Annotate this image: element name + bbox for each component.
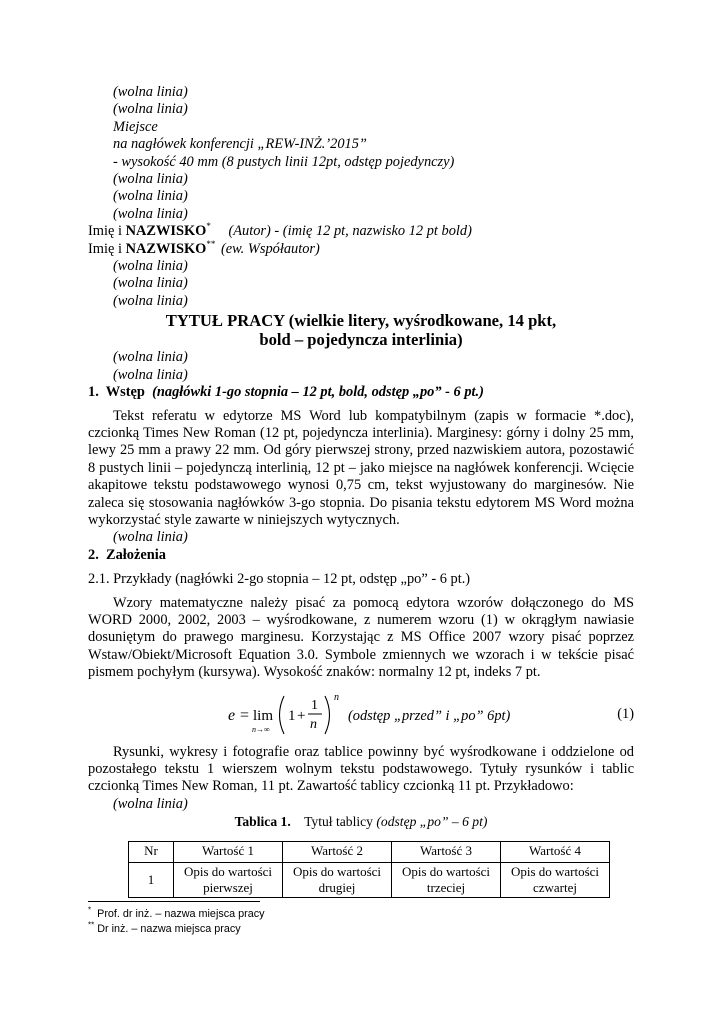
section-number: 2.	[88, 546, 99, 563]
free-line: (wolna linia)	[113, 101, 188, 118]
free-line: (wolna linia)	[113, 275, 188, 292]
table-cell: 1	[129, 862, 174, 897]
header-placeholder	[88, 84, 634, 223]
eq-sign: =	[240, 706, 250, 724]
footnote-text: Dr inż. – nazwa miejsca pracy	[97, 923, 241, 935]
data-table	[128, 841, 610, 898]
eq-exponent: n	[334, 691, 339, 703]
free-line: (wolna linia)	[113, 258, 188, 275]
table-caption	[88, 813, 634, 830]
table-header-cell: Wartość 2	[283, 841, 392, 862]
footnote-1	[88, 905, 265, 921]
footnote-mark: *	[206, 221, 211, 232]
author-first: Imię i	[88, 223, 126, 240]
table-header-cell: Wartość 3	[392, 841, 501, 862]
free-lines-after-title	[88, 349, 634, 384]
author-note: (Autor) - (imię 12 pt, nazwisko 12 pt bold)	[228, 223, 472, 240]
paragraph-formulas: Wzory matematyczne należy pisać za pomocą edytora wzorów dołączonego do MS WORD 2000, 2002, 2003 – wyśrodkowane, z numerem wzoru (1) w okrągłym nawiasie dosuniętym do prawego marginesu. Korzystając z MS Office 2007 wzory pisać poprzez Wstaw/Obiekt/Microsoft Equation 3.0. Symbole zmiennych we wzorach i w tekście pisać pismem pochyłym (kursywa). Wysokość znaków: normalny 12 pt, indeks 7 pt.	[88, 594, 634, 681]
section-title: Wstęp	[105, 384, 145, 401]
author-first: Imię i	[88, 240, 126, 257]
table-caption-note: (odstęp „po” – 6 pt)	[376, 814, 488, 830]
cell-line: trzeciej	[426, 879, 466, 895]
section-number: 1.	[88, 384, 99, 401]
free-line: (wolna linia)	[113, 349, 188, 366]
eq-lim-sub: n→∞	[252, 724, 270, 734]
section-title: Założenia	[106, 546, 166, 563]
section-note: (nagłówki 1-go stopnia – 12 pt, bold, odstęp „po” - 6 pt.)	[152, 384, 484, 401]
table-title: Tytuł tablicy	[304, 814, 373, 830]
free-line: (wolna linia)	[113, 795, 188, 812]
table-label: Tablica 1.	[234, 814, 291, 830]
free-lines-after-authors	[88, 258, 634, 310]
free-line: (wolna linia)	[113, 366, 188, 383]
eq-frac-den: n	[310, 716, 317, 732]
cell-line: czwartej	[532, 879, 578, 895]
author-line-2	[88, 238, 634, 258]
footnote-mark: *	[88, 905, 92, 915]
equation-graphic	[226, 690, 606, 740]
author-surname: NAZWISKO	[125, 223, 207, 240]
cell-line: pierwszej	[203, 879, 253, 895]
footnote-2	[88, 920, 241, 936]
free-line: (wolna linia)	[113, 84, 188, 100]
footnote-separator	[88, 901, 260, 902]
conference-header-height-note: - wysokość 40 mm (8 pustych linii 12pt, odstęp pojedynczy)	[113, 153, 455, 170]
conference-header-label: Miejsce	[113, 118, 158, 135]
free-line: (wolna linia)	[113, 292, 188, 309]
free-line: (wolna linia)	[113, 171, 188, 188]
eq-lim: lim	[253, 707, 274, 724]
table-cell	[283, 862, 392, 897]
document-page	[88, 84, 634, 898]
table-header-cell: Nr	[129, 841, 174, 862]
eq-plus: +	[297, 707, 306, 724]
paragraph-figures: Rysunki, wykresy i fotografie oraz tablice powinny być wyśrodkowane i oddzielone od pozostałego tekstu 1 wierszem wolnym tekstu podstawowego. Tytuły rysunków i tablic czcionką Times New Roman, 11 pt. Zawartość tablicy czcionką 11 pt. Przykładowo:	[88, 743, 634, 795]
table-cell	[501, 862, 610, 897]
table-header-cell: Wartość 4	[501, 841, 610, 862]
table-cell	[174, 862, 283, 897]
footnote-mark: **	[206, 238, 216, 249]
title-line-1: TYTUŁ PRACY (wielkie litery, wyśrodkowane, 14 pkt,	[165, 311, 557, 331]
paper-title	[88, 311, 634, 349]
free-line: (wolna linia)	[113, 529, 188, 546]
table-row	[129, 862, 610, 897]
conference-header-name: na nagłówek konferencji „REW-INŻ.’2015”	[113, 136, 367, 153]
cell-line: drugiej	[318, 879, 356, 895]
author-line-1	[88, 223, 634, 240]
eq-right-paren	[325, 696, 330, 734]
eq-frac-num: 1	[311, 697, 318, 713]
footnote-text: Prof. dr inż. – nazwa miejsca pracy	[97, 908, 265, 920]
eq-lhs: e	[228, 706, 236, 724]
table-cell	[392, 862, 501, 897]
paragraph-intro: Tekst referatu w edytorze MS Word lub kompatybilnym (zapis w formacie *.doc), czcionką Times New Roman (12 pt, pojedyncza interlinia). Marginesy: górny i dolny 25 mm, lewy 25 mm a prawy 22 mm. Od góry pierwszej strony, przed nazwiskiem autora, pozostawić 8 pustych linii – pojedynczą interlinią, 12 pt – jako miejsce na nagłówek konferencji. Wcięcie akapitowe tekstu podstawowego wynosi 0,75 cm, tekst wyjustowany do marginesów. Nie zaleca się stosowania nagłówków 3-go stopnia. Do pisania tekstu edytorem MS Word można wykorzystać style zawarte w niniejszych wytycznych.	[88, 407, 634, 528]
cell-line: Opis do wartości	[183, 863, 273, 879]
free-line: (wolna linia)	[113, 188, 188, 205]
cell-line: Opis do wartości	[292, 863, 382, 879]
section-2-heading	[88, 547, 634, 564]
cell-line: Opis do wartości	[510, 863, 600, 879]
cell-line: Opis do wartości	[401, 863, 491, 879]
eq-note: (odstęp „przed” i „po” 6pt)	[348, 707, 511, 724]
table-header-cell: Wartość 1	[174, 841, 283, 862]
eq-one: 1	[288, 707, 296, 724]
author-surname: NAZWISKO	[125, 240, 207, 257]
title-line-2: bold – pojedyncza interlinia)	[259, 330, 463, 350]
coauthor-note: (ew. Współautor)	[220, 240, 320, 257]
free-line: (wolna linia)	[113, 205, 188, 222]
section-1-heading	[88, 384, 634, 401]
eq-left-paren	[280, 696, 285, 734]
footnote-mark: **	[88, 920, 95, 930]
equation-number: (1)	[617, 705, 634, 722]
subsection-2-1-heading: 2.1. Przykłady (nagłówki 2-go stopnia – 12 pt, odstęp „po” - 6 pt.)	[88, 571, 471, 588]
equation-1	[88, 690, 634, 740]
table-header-row	[129, 841, 610, 862]
